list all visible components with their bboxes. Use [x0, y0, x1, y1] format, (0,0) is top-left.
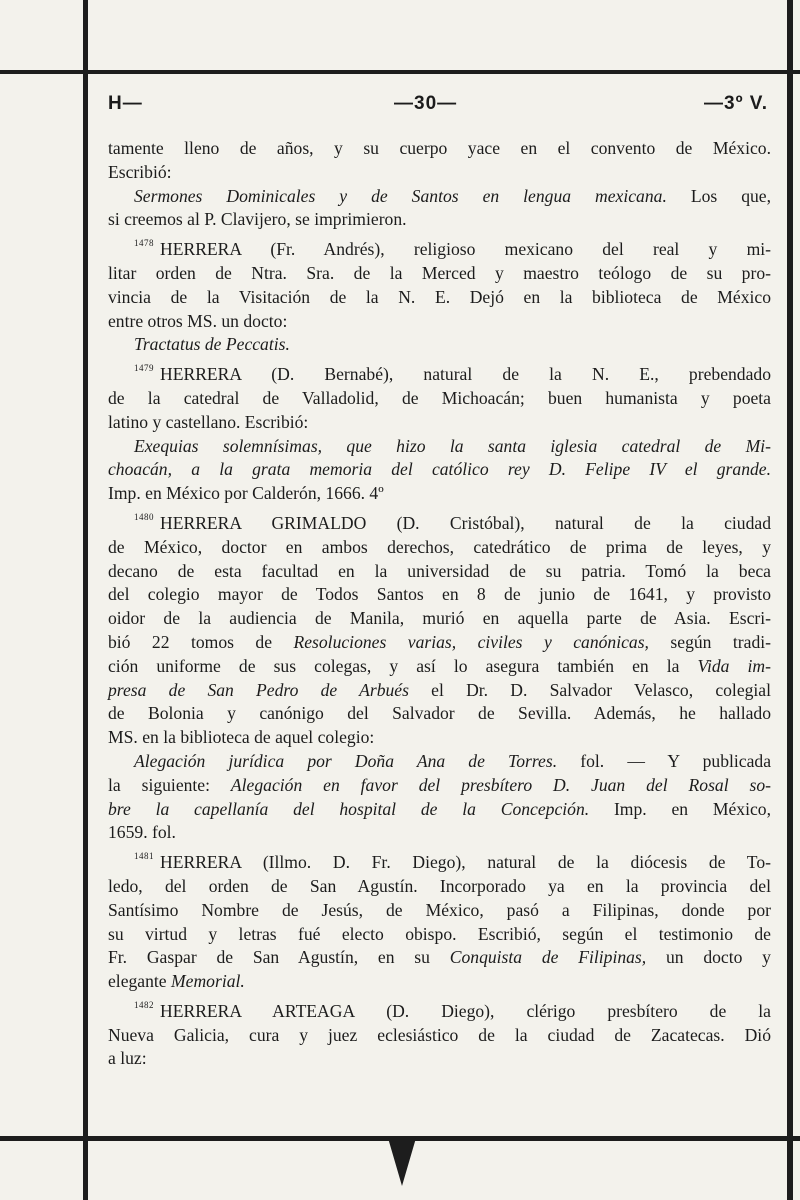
- entry-number: 1478: [134, 238, 154, 249]
- line-suffix: el Dr. D. Salvador Velasco, colegial: [408, 679, 772, 700]
- line-prefix: bió 22 tomos de: [108, 631, 294, 652]
- text-line: [108, 946, 771, 970]
- line-suffix: Imp. en México,: [589, 798, 771, 819]
- italic-title: Alegación en favor del presbítero D. Juan del Rosal so-: [230, 774, 772, 795]
- text-line: [108, 208, 771, 232]
- text-line: [108, 1047, 771, 1071]
- line-text: de la catedral de Valladolid, de Michoacán; buen humanista y poeta: [108, 387, 771, 408]
- line-text: HERRERA (Fr. Andrés), religioso mexicano del real y mi-: [160, 239, 771, 260]
- text-line: [108, 232, 771, 262]
- line-text: vincia de la Visitación de la N. E. Dejó en la biblioteca de México: [108, 286, 771, 307]
- line-text: decano de esta facultad en la universidad de su patria. Tomó la beca: [108, 560, 771, 581]
- line-text: ledo, del orden de San Agustín. Incorporado ya en la provincia del: [108, 875, 771, 896]
- text-line: [108, 458, 771, 482]
- text-line: [108, 821, 771, 845]
- line-text: Nueva Galicia, cura y juez eclesiástico de la ciudad de Zacatecas. Dió: [108, 1024, 771, 1045]
- italic-title: Sermones Dominicales y de Santos en lengua mexicana.: [134, 185, 667, 206]
- text-line: [108, 387, 771, 411]
- line-text: Escribió:: [108, 161, 172, 182]
- header-left: H—: [108, 93, 143, 114]
- line-text: HERRERA ARTEAGA (D. Diego), clérigo presbítero de la: [160, 1000, 771, 1021]
- italic-title: Conquista de Filipinas,: [449, 947, 647, 968]
- text-line: [108, 560, 771, 584]
- line-text: HERRERA GRIMALDO (D. Cristóbal), natural de la ciudad: [160, 512, 771, 533]
- line-text: oidor de la audiencia de Manila, murió en aquella parte de Asia. Escri-: [108, 608, 771, 629]
- entry-number: 1481: [134, 851, 154, 862]
- line-suffix: según tradi-: [648, 631, 772, 652]
- text-line: [108, 702, 771, 726]
- line-text: latino y castellano. Escribió:: [108, 411, 309, 432]
- text-line: [108, 137, 771, 161]
- text-line: [108, 631, 771, 655]
- line-text: Santísimo Nombre de Jesús, de México, pasó a Filipinas, donde por: [108, 899, 771, 920]
- header-right: —3º V.: [704, 93, 768, 114]
- line-text: litar orden de Ntra. Sra. de la Merced y maestro teólogo de su pro-: [108, 262, 771, 283]
- text-line: [108, 845, 771, 875]
- line-text: HERRERA (Illmo. D. Fr. Diego), natural de la diócesis de To-: [160, 852, 771, 873]
- text-line: [108, 435, 771, 459]
- line-text: entre otros MS. un docto:: [108, 310, 288, 331]
- running-header: [108, 93, 768, 123]
- text-line: [108, 185, 771, 209]
- text-line: [108, 750, 771, 774]
- line-prefix: la siguiente:: [108, 774, 231, 795]
- line-text: a luz:: [108, 1048, 147, 1069]
- line-text: su virtud y letras fué electo obispo. Escribió, según el testimonio de: [108, 923, 771, 944]
- italic-title: bre la capellanía del hospital de la Concepción.: [108, 798, 590, 819]
- line-text: si creemos al P. Clavijero, se imprimieron.: [108, 209, 407, 230]
- line-text: del colegio mayor de Todos Santos en 8 de junio de 1641, y provisto: [108, 584, 771, 605]
- text-line: [108, 1024, 771, 1048]
- line-suffix: un docto y: [646, 947, 771, 968]
- entry-number: 1480: [134, 511, 154, 522]
- page-number: —30—: [394, 93, 458, 114]
- text-line: [108, 482, 771, 506]
- top-rule: [0, 70, 800, 74]
- text-line: [108, 310, 771, 334]
- text-line: [108, 798, 771, 822]
- line-text: MS. en la biblioteca de aquel colegio:: [108, 727, 375, 748]
- text-line: [108, 994, 771, 1024]
- text-line: [108, 262, 771, 286]
- left-border: [83, 0, 88, 1200]
- bottom-notch-ornament: [388, 1138, 416, 1186]
- entry-number: 1479: [134, 363, 154, 374]
- line-prefix: elegante: [108, 971, 172, 992]
- italic-title: Exequias solemnísimas, que hizo la santa iglesia catedral de Mi-: [134, 435, 771, 456]
- italic-title: Memorial.: [171, 971, 245, 992]
- line-prefix: Fr. Gaspar de San Agustín, en su: [108, 947, 450, 968]
- text-line: [108, 506, 771, 536]
- line-text: Imp. en México por Calderón, 1666. 4º: [108, 483, 384, 504]
- right-border: [787, 0, 793, 1200]
- text-line: [108, 286, 771, 310]
- line-suffix: Los que,: [666, 185, 771, 206]
- text-line: [108, 679, 771, 703]
- text-line: [108, 411, 771, 435]
- line-text: tamente lleno de años, y su cuerpo yace en el convento de México.: [108, 138, 771, 158]
- line-text: ción uniforme de sus colegas, y así lo asegura también en la: [108, 655, 680, 676]
- line-suffix-italic: Vida im-: [679, 655, 771, 676]
- body-text: [108, 137, 771, 1071]
- text-line: [108, 536, 771, 560]
- line-text: de Bolonia y canónigo del Salvador de Sevilla. Además, he hallado: [108, 703, 771, 724]
- text-line: [108, 333, 771, 357]
- line-text: HERRERA (D. Bernabé), natural de la N. E., prebendado: [160, 364, 771, 385]
- text-line: [108, 655, 771, 679]
- italic-title: choacán, a la grata memoria del católico rey D. Felipe IV el grande.: [108, 459, 771, 480]
- italic-title: Alegación jurídica por Doña Ana de Torres.: [134, 750, 558, 771]
- line-suffix: fol. — Y publicada: [557, 750, 771, 771]
- line-text: de México, doctor en ambos derechos, catedrático de prima de leyes, y: [108, 536, 771, 557]
- text-line: [108, 726, 771, 750]
- italic-title: presa de San Pedro de Arbués: [108, 679, 409, 700]
- text-line: [108, 774, 771, 798]
- text-line: [108, 357, 771, 387]
- text-line: [108, 161, 771, 185]
- text-line: [108, 970, 771, 994]
- italic-title: Tractatus de Peccatis.: [134, 334, 290, 355]
- line-text: 1659. fol.: [108, 822, 176, 843]
- text-line: [108, 899, 771, 923]
- entry-number: 1482: [134, 999, 154, 1010]
- italic-title: Resoluciones varias, civiles y canónicas,: [293, 631, 649, 652]
- text-line: [108, 923, 771, 947]
- text-line: [108, 583, 771, 607]
- text-line: [108, 875, 771, 899]
- text-line: [108, 607, 771, 631]
